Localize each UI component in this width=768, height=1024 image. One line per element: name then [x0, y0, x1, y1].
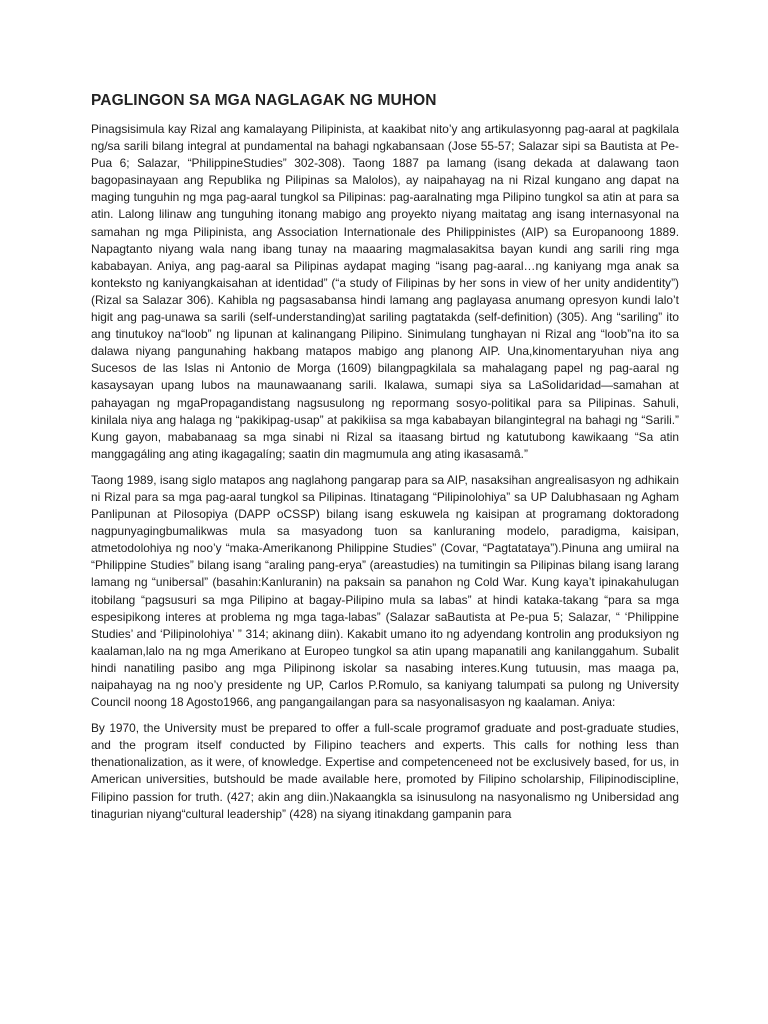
document-title: PAGLINGON SA MGA NAGLAGAK NG MUHON: [91, 92, 437, 109]
paragraph-rizal: Pinagsisimula kay Rizal ang kamalayang Pilipinista, at kaakibat nito’y ang artikulasyonng pag-aaral at pagkilala ng/sa sarili bilang integral at pundamental na bahagi ngkabansaan (Jose 55-57; Salazar sipi sa Bautista at Pe-Pua 6; Salazar, “PhilippineStudies” 302-308). Taong 1887 pa lamang (isang dekada at dalawang taon bagopasinayaan ang Republika ng Pilipinas sa Malolos), ay naipahayag na ni Rizal kungano ang dapat na maging tunguhin ng mga pag-aaral tungkol sa Pilipinas: pag-aaralnating mga Pilipino tungkol sa atin at para sa atin. Lalong lilinaw ang tunguhing itonang mabigo ang proyekto niyang maitatag ang isang internasyonal na samahan ng mga Pilipinista, ang Association Internationale des Philippinistes (AIP) sa Europanoong 1889. Napagtanto niyang wala nang ibang tunay na maaaring magmalasakitsa bayan kundi ang sarili ring mga kababayan. Aniya, ang pag-aaral sa Pilipinas aydapat maging “isang pag-aaral…ng kaniyang mga anak sa konteksto ng kaniyangkaisahan at identidad” (“a study of Filipinas by her sons in view of her unity andidentity”) (Rizal sa Salazar 306). Kahibla ng pagsasabansa hindi lamang ang paglayasa anumang opresyon kundi lalo’t higit ang pag-unawa sa sarili (self-understanding)at sariling pagtatakda (self-definition) (305). Ang “sariling” ito ang tinutukoy na“loob” ng lipunan at kalinangang Pilipino. Sinimulang tunghayan ni Rizal ang “loob”na ito sa dalawa niyang pangunahing hakbang matapos mabigo ang planong AIP. Una,kinomentaryuhan niya ang Sucesos de las Islas ni Antonio de Morga (1609) bilangpagkilala sa mahalagang papel ng pag-aaral ng kasaysayan upang lubos na maunawaanang sarili. Ikalawa, sumapi siya sa LaSolidaridad—samahan at pahayagan ng mgaPropagandistang nagsusulong ng repormang sosyo-politikal para sa Pilipinas. Sahuli, kinilala niya ang halaga ng “pakikipag-usap” at pakikiisa sa mga kababayan bilangintegral na bahagi ng “Sarili.” Kung gayon, mababanaag sa mga sinabi ni Rizal sa itaasang birtud ng katutubong kawikaang “Sa atin manggagáling ang ating ikagagalíng; saatin din magmumula ang ating ikasasamâ.”: [91, 122, 679, 461]
paragraph-romulo-quote: By 1970, the University must be prepared to offer a full-scale programof graduate and post-graduate studies, and the program itself conducted by Filipino teachers and experts. This calls for nothing less than thenationalization, as it were, of knowledge. Expertise and competenceneed not be exclusively based, for us, in American universities, butshould be made available here, promoted by Filipino scholarship, Filipinodiscipline, Filipino passion for truth. (427; akin ang diin.)Nakaangkla sa isinusulong na nasyonalismo ng Unibersidad ang tinagurian niyang“cultural leadership” (428) na siyang itinakdang gampanin para: [91, 721, 679, 821]
document-page: [91, 90, 679, 832]
paragraph-pilipinolohiya: Taong 1989, isang siglo matapos ang naglahong pangarap para sa AIP, nasaksihan angrealisasyon ng adhikain ni Rizal para sa mga pag-aaral tungkol sa Pilipinas. Itinatagang “Pilipinolohiya” sa UP Dalubhasaan ng Agham Panlipunan at Pilosopiya (DAPP oCSSP) bilang isang eskuwela ng kaisipan at programang doktoradong nagpunyagingbumalikwas mula sa masyadong tuon sa kanluraning modelo, paradigma, kaisipan, atmetodolohiya ng noo’y “maka-Amerikanong Philippine Studies” (Covar, “Pagtatataya”).Pinuna ang umiiral na “Philippine Studies” bilang isang “araling pang-erya” (areastudies) na tumitingin sa Pilipinas bilang isang larang lamang ng “unibersal” (basahin:Kanluranin) na paksain sa panahon ng Cold War. Kung kaya’t ipinakahulugan itobilang “pagsusuri sa mga Pilipino at bagay-Pilipino mula sa labas” at hindi kataka-takang “para sa mga espesipikong interes at problema ng mga taga-labas” (Salazar saBautista at Pe-pua 5; Salazar, “ ‘Philippine Studies’ and ‘Pilipinolohiya’ ” 314; akinang diin). Kakabit umano ito ng adyendang kontrolin ang produksiyon ng kaalaman,lalo na ng mga Amerikano at Europeo tungkol sa atin upang mapanatili ang kanilanggahum. Subalit hindi nanatiling pasibo ang mga Pilipinong iskolar sa nasabing interes.Kung tutuusin, mas maaga pa, naipahayag na ng noo’y presidente ng UP, Carlos P.Romulo, sa kaniyang talumpati sa pulong ng University Council noong 18 Agosto1966, ang pangangailangan para sa nasyonalisasyon ng kaalaman. Aniya:: [91, 472, 679, 710]
